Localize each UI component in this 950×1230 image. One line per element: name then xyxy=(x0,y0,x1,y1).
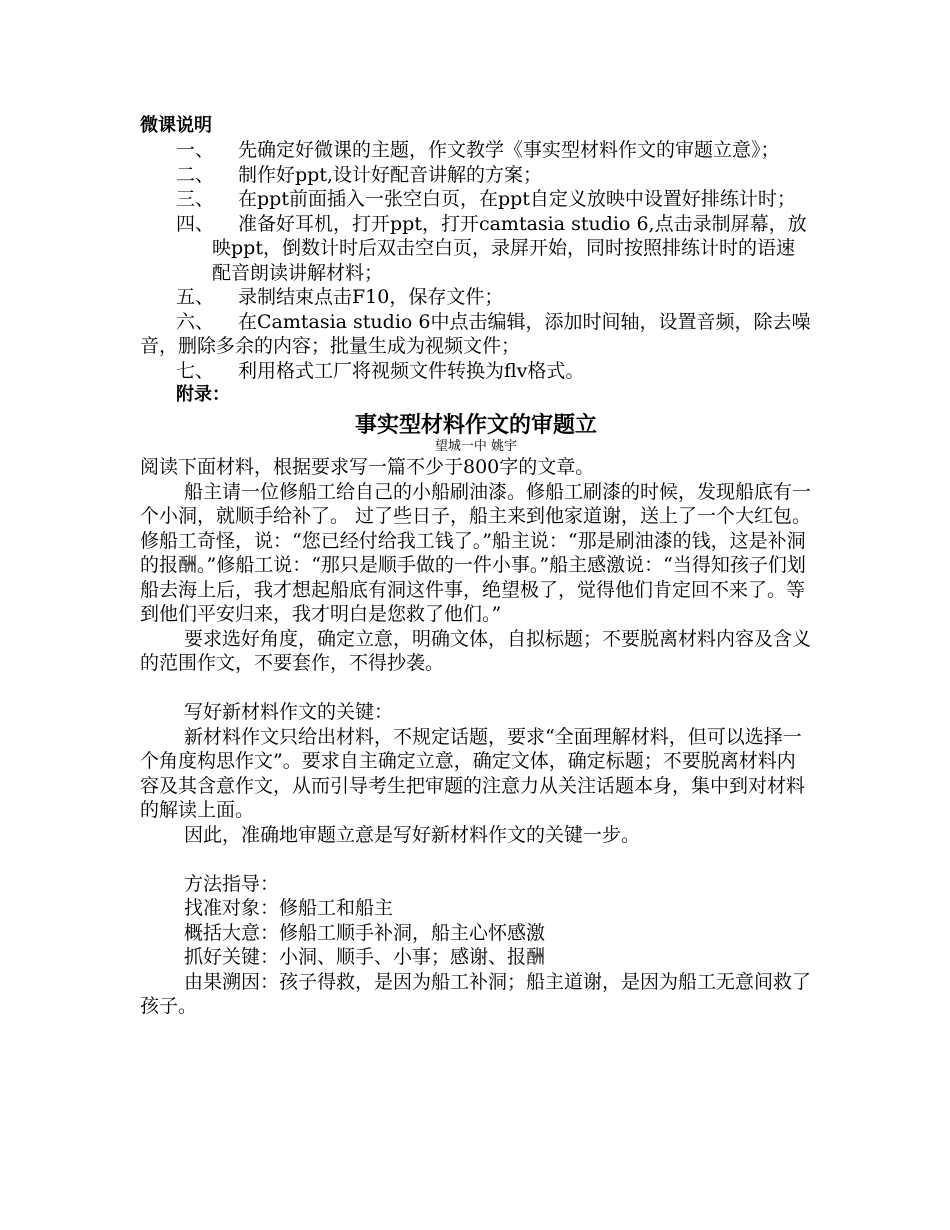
step-number: 四、 xyxy=(176,212,215,235)
key-body-paragraph: 新材料作文只给出材料，不规定话题，要求“全面理解材料，但可以选择一个角度构思作文”。要求自主确定立意，确定文体，确定标题；不要脱离材料内容及其含意作文，从而引导考生把审题的注意力从关注话题本身，集中到对材料的解读上面。 xyxy=(140,725,806,821)
step-item xyxy=(176,285,812,310)
step-text: 利用格式工厂将视频文件转换为flv格式。 xyxy=(238,359,585,382)
step-number: 二、 xyxy=(176,163,215,186)
step-text: 先确定好微课的主题，作文教学《事实型材料作文的审题立意》； xyxy=(238,139,780,161)
essay-title: 事实型材料作文的审题立 xyxy=(354,412,597,438)
method-heading: 方法指导： xyxy=(184,872,280,895)
step-text: 录制结束点击F10，保存文件； xyxy=(238,286,504,308)
step-item xyxy=(140,310,812,359)
section-heading: 微课说明 xyxy=(140,115,212,136)
prompt-paragraph: 阅读下面材料，根据要求写一篇不少于800字的文章。 xyxy=(140,456,595,478)
spacer xyxy=(140,676,812,701)
story-paragraph: 船主请一位修船工给自己的小船刷油漆。修船工刷漆的时候，发现船底有一个小洞，就顺手给补了。 过了些日子，船主来到他家道谢，送上了一个大红包。修船工奇怪，说：“您已经付给我工钱了。”船主说：“那是刷油漆的钱，这是补洞的报酬。”修船工说：“那只是顺手做的一件小事。”船主感激说：“当得知孩子们划船去海上后，我才想起船底有洞这件事，绝望极了，觉得他们肯定回不来了。等到他们平安归来，我才明白是您救了他们。” xyxy=(140,480,812,625)
spacer xyxy=(140,847,812,872)
method-item: 由果溯因：孩子得救，是因为船工补洞；船主道谢，是因为船工无意间救了孩子。 xyxy=(140,970,812,1017)
author-line: 望城一中 姚宇 xyxy=(434,439,518,454)
appendix-label: 附录： xyxy=(176,384,230,405)
requirement-paragraph: 要求选好角度，确定立意，明确文体，自拟标题；不要脱离材料内容及含义的范围作文，不要套作，不得抄袭。 xyxy=(140,627,812,674)
method-item: 找准对象：修船工和船主 xyxy=(184,897,394,919)
key-conclusion-paragraph: 因此，准确地审题立意是写好新材料作文的关键一步。 xyxy=(184,823,641,846)
step-number: 七、 xyxy=(176,359,215,382)
method-item: 概括大意：修船工顺手补洞，船主心怀感激 xyxy=(184,921,546,944)
step-number: 五、 xyxy=(176,286,215,308)
step-list xyxy=(140,138,812,383)
step-item xyxy=(176,212,812,286)
step-text: 在ppt前面插入一张空白页，在ppt自定义放映中设置好排练计时； xyxy=(238,188,796,210)
step-item xyxy=(176,138,812,163)
step-text: 在Camtasia studio 6中点击编辑，添加时间轴，设置音频，除去噪音，删除多余的内容；批量生成为视频文件； xyxy=(140,310,811,357)
step-item xyxy=(176,187,812,212)
step-number: 三、 xyxy=(176,188,215,210)
step-text: 制作好ppt,设计好配音讲解的方案； xyxy=(238,163,543,186)
document-page xyxy=(140,112,812,1019)
key-heading: 写好新材料作文的关键： xyxy=(184,701,394,723)
step-item xyxy=(176,163,812,188)
step-number: 六、 xyxy=(176,310,215,333)
step-item xyxy=(176,359,812,384)
method-item: 抓好关键：小洞、顺手、小事；感谢、报酬 xyxy=(184,946,546,968)
step-number: 一、 xyxy=(176,139,215,161)
step-text: 准备好耳机，打开ppt，打开camtasia studio 6,点击录制屏幕，放映ppt，倒数计时后双击空白页，录屏开始，同时按照排练计时的语速配音朗读讲解材料； xyxy=(212,212,807,284)
